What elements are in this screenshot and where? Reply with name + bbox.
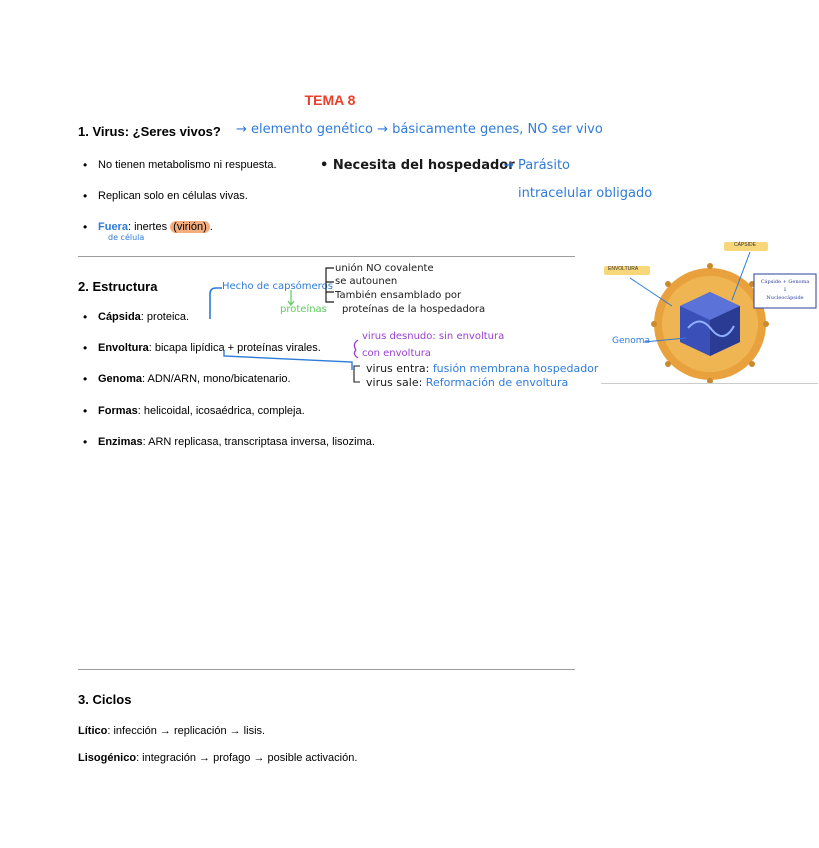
bracket-arrow-icon bbox=[200, 264, 340, 324]
list-item: • Fuera: inertes (virión) . bbox=[98, 221, 213, 233]
list-item: • Genoma: ADN/ARN, mono/bicatenario. bbox=[98, 373, 291, 385]
virus-illustration bbox=[600, 238, 819, 386]
divider bbox=[78, 256, 575, 257]
handwritten-note-fuera: de célula bbox=[108, 233, 145, 242]
box-line-1: Cápside + Genoma bbox=[760, 279, 810, 285]
handwritten-note-hospedadora: proteínas de la hospedadora bbox=[342, 304, 486, 315]
envoltura-connector-icon bbox=[218, 330, 368, 380]
virus-diagram bbox=[600, 238, 819, 386]
list-item: • Enzimas: ARN replicasa, transcriptasa inversa, lisozima. bbox=[98, 436, 375, 448]
section-1-heading: 1. Virus: ¿Seres vivos? bbox=[78, 124, 221, 139]
handwritten-note-autounen: se autounen bbox=[335, 276, 398, 287]
handwritten-note-hospedador: • Necesita del hospedador bbox=[320, 158, 515, 173]
handwritten-note-desnudo: virus desnudo: sin envoltura bbox=[362, 331, 505, 342]
handwritten-note-entra: virus entra: fusión membrana hospedador bbox=[366, 362, 599, 375]
branch-bracket-icon bbox=[350, 362, 364, 388]
list-item: • Replican solo en células vivas. bbox=[98, 190, 248, 202]
section-3-heading: 3. Ciclos bbox=[78, 692, 132, 707]
highlighted-text: (virión) bbox=[170, 221, 210, 233]
label-genoma: Genoma bbox=[612, 336, 651, 346]
item-term: Formas bbox=[98, 405, 138, 417]
item-term: Genoma bbox=[98, 373, 143, 385]
arrow-down-icon: ⇩ bbox=[782, 287, 788, 293]
list-item: • Formas: helicoidal, icosaédrica, compleja. bbox=[98, 405, 305, 417]
paragraph-litico: Lítico: infección → replicación → lisis. bbox=[78, 725, 266, 737]
handwritten-note-union: unión NO covalente bbox=[335, 263, 434, 274]
handwritten-note-intracelular: intracelular obligado bbox=[518, 186, 653, 201]
item-term: Enzimas bbox=[98, 436, 143, 448]
section-2-heading: 2. Estructura bbox=[78, 279, 158, 294]
handwritten-note-proteinas: proteínas bbox=[280, 304, 327, 315]
nucleocapside-box bbox=[754, 278, 816, 302]
list-item: • No tienen metabolismo ni respuesta. bbox=[98, 159, 277, 171]
label-capside: CÁPSIDE bbox=[734, 242, 756, 248]
handwritten-note-sale: virus sale: Reformación de envoltura bbox=[366, 376, 569, 389]
handwritten-note-section-1: → elemento genético → básicamente genes, NO ser vivo bbox=[236, 122, 603, 137]
label-envoltura: ENVOLTURA bbox=[608, 266, 639, 272]
handwritten-note-ensamblado: También ensamblado por bbox=[335, 290, 462, 301]
handwritten-note-capsomeros: Hecho de capsómeros bbox=[222, 281, 333, 292]
item-term: Fuera bbox=[98, 221, 128, 233]
list-item: • Cápsida: proteica. bbox=[98, 311, 189, 323]
list-item: • Envoltura: bicapa lipídica + proteínas virales. bbox=[98, 342, 321, 354]
page-title: TEMA 8 bbox=[304, 92, 356, 108]
paragraph-lisogenico: Lisogénico: integración → profago → posible activación. bbox=[78, 752, 358, 764]
handwritten-note-parasito: → Parásito bbox=[503, 158, 570, 173]
divider bbox=[78, 669, 575, 670]
item-term: Lisogénico bbox=[78, 752, 137, 764]
box-line-2: Nucleocápside bbox=[766, 295, 804, 301]
handwritten-note-con-envoltura: con envoltura bbox=[362, 348, 431, 359]
item-term: Envoltura bbox=[98, 342, 149, 354]
item-term: Cápsida bbox=[98, 311, 141, 323]
item-term: Lítico bbox=[78, 725, 108, 737]
